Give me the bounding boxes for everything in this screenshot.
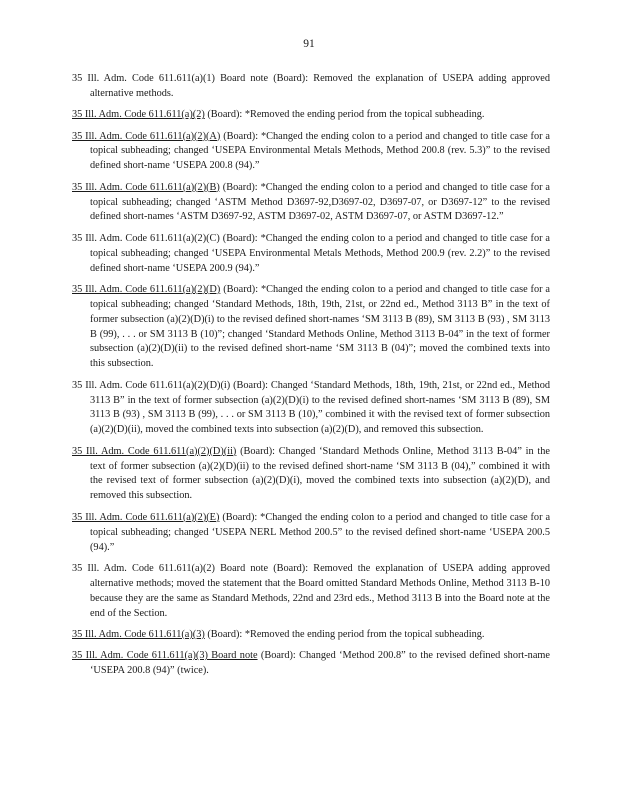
section-reference: 35 Ill. Adm. Code 611.611(a)(2)(D) bbox=[72, 283, 221, 295]
amendment-description: (Board): *Changed the ending colon to a period and changed to title case for a topical subheading; changed ‘Standard Methods, 18th, 19th, 21st, or 22nd ed., Method 3113 B” in the text of former subsection (a)(2)(D)(i) to the revised defined short-names ‘SM 3113 B (89), SM 3113 B (93) , SM 3113 B (99), . . . or SM 3113 B (10)”; changed ‘Standard Methods Online, Method 3113 B-04” in the text of former subsection (a)(2)(D)(ii) to the revised defined short-name ‘SM 3113 B (04)”; moved the combined texts into this subsection. bbox=[90, 283, 551, 370]
amendment-entry bbox=[72, 649, 550, 679]
amendment-entry bbox=[72, 130, 550, 175]
amendment-description: (Board): *Removed the ending period from the topical subheading. bbox=[207, 109, 485, 121]
amendment-description: (Board): Removed the explanation of USEPA adding approved alternative methods; moved the statement that the Board omitted Standard Methods Online, Method 3113 B-10 because they are the same as Standard Methods, 22nd and 23rd eds., Method 3113 B into the Board note at the end of the Section. bbox=[90, 562, 550, 619]
amendment-description: (Board): Removed the explanation of USEPA adding approved alternative methods. bbox=[90, 73, 550, 99]
amendment-description: (Board): *Changed the ending colon to a period and changed to title case for a topical subheading; changed ‘USEPA NERL Method 200.5” to the revised defined short-name ‘USEPA 200.5 (94).” bbox=[90, 511, 551, 553]
amendment-list bbox=[72, 72, 550, 685]
section-reference: 35 Ill. Adm. Code 611.611(a)(2)(D)(ii) bbox=[72, 445, 237, 457]
page-number: 91 bbox=[303, 38, 315, 50]
amendment-entry bbox=[72, 445, 550, 505]
amendment-description: (Board): *Changed the ending colon to a period and changed to title case for a topical subheading; changed ‘USEPA Environmental Metals Methods, Method 200.9 (rev. 2.2)” to the revised defined short-name ‘USEPA 200.9 (94).” bbox=[90, 232, 551, 274]
amendment-description: (Board): Changed ‘Standard Methods Online, Method 3113 B-04” in the text of former subsection (a)(2)(D)(ii) to the revised defined short-name ‘SM 3113 B (04),” combined it with the revised text of former subsection (a)(2)(D)(i), moved the combined texts into subsection (a)(2)(D), and removed this subsection. bbox=[90, 445, 550, 502]
amendment-entry bbox=[72, 511, 550, 556]
section-reference: 35 Ill. Adm. Code 611.611(a)(2)(A) bbox=[72, 130, 221, 142]
section-reference: 35 Ill. Adm. Code 611.611(a)(2)(D)(i) bbox=[72, 379, 231, 391]
section-reference: 35 Ill. Adm. Code 611.611(a)(1) Board note bbox=[72, 73, 269, 84]
amendment-description: (Board): *Changed the ending colon to a period and changed to title case for a topical subheading; changed ‘USEPA Environmental Metals Methods, Method 200.8 (rev. 5.3)” to the revised defined short-name ‘USEPA 200.8 (94).” bbox=[90, 130, 551, 172]
amendment-entry bbox=[72, 379, 550, 439]
section-reference: 35 Ill. Adm. Code 611.611(a)(2) Board note bbox=[72, 562, 269, 574]
amendment-entry bbox=[72, 232, 550, 277]
amendment-description: (Board): *Changed the ending colon to a period and changed to title case for a topical subheading; changed ‘ASTM Method D3697-92,D3697-02, D3697-07, or D3697-12” to the revised defined short-names ‘ASTM D3697-92, ASTM D3697-02, ASTM D3697-07, or ASTM D3697-12.” bbox=[90, 181, 551, 223]
amendment-entry bbox=[72, 108, 550, 123]
section-reference: 35 Ill. Adm. Code 611.611(a)(3) bbox=[72, 628, 205, 640]
section-reference: 35 Ill. Adm. Code 611.611(a)(2)(E) bbox=[72, 511, 220, 523]
section-reference: 35 Ill. Adm. Code 611.611(a)(2)(B) bbox=[72, 181, 220, 193]
section-reference: 35 Ill. Adm. Code 611.611(a)(2)(C) bbox=[72, 232, 220, 244]
amendment-description: (Board): Changed ‘Standard Methods, 18th, 19th, 21st, or 22nd ed., Method 3113 B” in the text of former subsection (a)(2)(D)(i) to the revised defined short-names ‘SM 3113 B (89), SM 3113 B (93) , SM 3113 B (99), . . . or SM 3113 B (10),” combined it with the revised text of former subsection (a)(2)(D)(ii), moved the combined texts into subsection (a)(2)(D), and removed this subsection. bbox=[90, 379, 550, 436]
amendment-entry bbox=[72, 72, 550, 102]
amendment-description: (Board): Changed ‘Method 200.8” to the revised defined short-name ‘USEPA 200.8 (94)” (twice). bbox=[90, 650, 550, 677]
amendment-entry bbox=[72, 562, 550, 622]
section-reference: 35 Ill. Adm. Code 611.611(a)(2) bbox=[72, 109, 205, 121]
amendment-entry bbox=[72, 283, 550, 372]
section-reference: 35 Ill. Adm. Code 611.611(a)(3) Board note bbox=[72, 650, 258, 662]
amendment-entry bbox=[72, 181, 550, 226]
amendment-description: (Board): *Removed the ending period from the topical subheading. bbox=[207, 628, 485, 640]
amendment-entry bbox=[72, 628, 550, 643]
